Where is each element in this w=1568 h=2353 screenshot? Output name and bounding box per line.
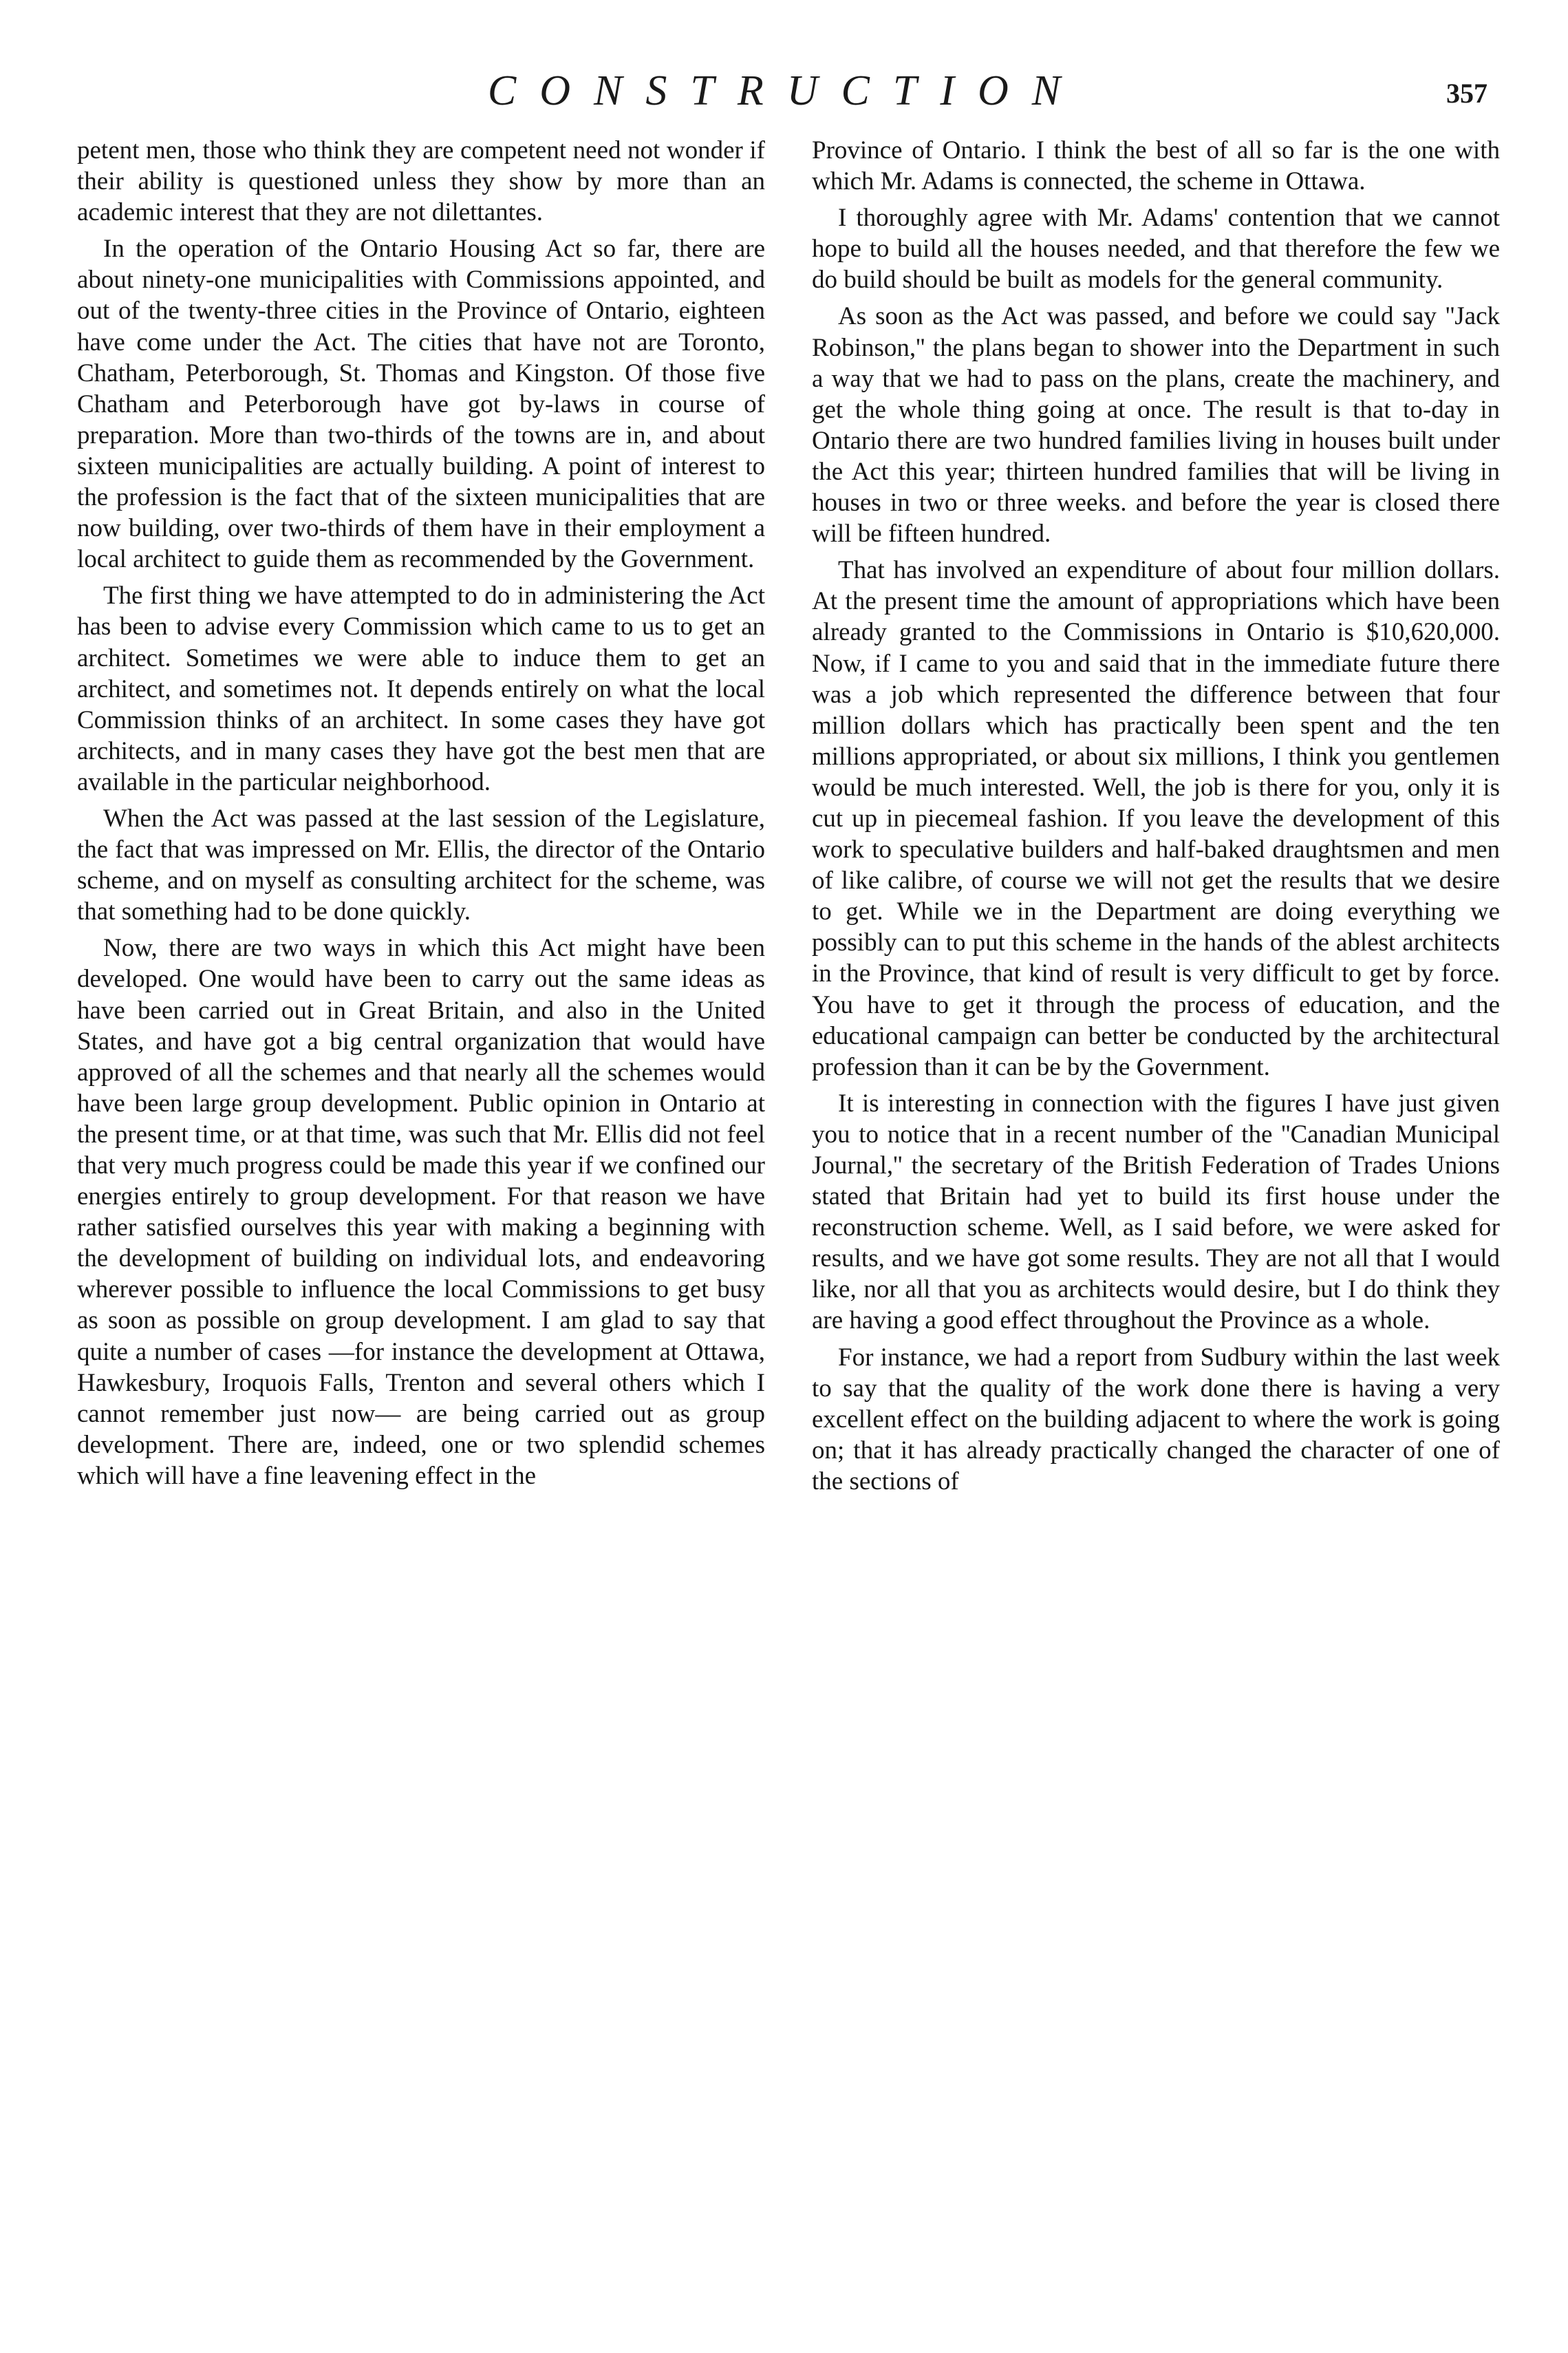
paragraph: In the operation of the Ontario Housing Act so far, there are about ninety-one municipalities with Commissions appointed, and out of the twenty-three cities in the Province of Ontario, eighteen have come under the Act. The cities that have not are Toronto, Chatham, Peterborough, St. Thomas and Kingston. Of those five Chatham and Peterborough have got by-laws in course of preparation. More than two-thirds of the towns are in, and about sixteen municipalities are actually building. A point of interest to the profession is the fact that of the sixteen municipalities that are now building, over two-thirds of them have in their employment a local architect to guide them as recommended by the Government. [77, 235, 765, 574]
paragraph: For instance, we had a report from Sudbury within the last week to say that the quality of the work done there is having a very excellent effect on the building adjacent to where the work is going on; that it has already practically changed the character of one of the sections of [812, 1343, 1500, 1495]
left-column [77, 135, 765, 1491]
right-column [812, 135, 1500, 1497]
paragraph: When the Act was passed at the last session of the Legislature, the fact that was impressed on Mr. Ellis, the director of the Ontario scheme, and on myself as consulting architect for the scheme, was that something had to be done quickly. [77, 804, 765, 926]
paragraph: I thoroughly agree with Mr. Adams' contention that we cannot hope to build all the houses needed, and that therefore the few we do build should be built as models for the general community. [812, 204, 1500, 295]
page-number: 357 [1446, 78, 1488, 109]
paragraph: Now, there are two ways in which this Act might have been developed. One would have been to carry out the same ideas as have been carried out in Great Britain, and also in the United States, and have got a big central organization that would have approved of all the schemes and that nearly all the schemes would have been large group development. Public opinion in Ontario at the present time, or at that time, was such that Mr. Ellis did not feel that very much progress could be made this year if we confined our energies entirely to group development. For that reason we have rather satisfied ourselves this year with making a beginning with the development of building on individual lots, and endeavoring wherever possible to influence the local Commissions to get busy as soon as possible on group development. I am glad to say that quite a number of cases —for instance the development at Ottawa, Hawkesbury, Iroquois Falls, Trenton and several others which I cannot remember just now— are being carried out as group development. There are, indeed, one or two splendid schemes which will have a fine leavening effect in the [77, 934, 765, 1490]
paragraph: It is interesting in connection with the figures I have just given you to notice that in a recent number of the ''Canadian Municipal Journal,'' the secretary of the British Federation of Trades Unions stated that Britain had yet to build its first house under the reconstruction scheme. Well, as I said before, we were asked for results, and we have got some results. They are not all that I would like, nor all that you as architects would desire, but I do think they are having a good effect throughout the Province as a whole. [812, 1089, 1500, 1335]
paragraph: Province of Ontario. I think the best of all so far is the one with which Mr. Adams is connected, the scheme in Ottawa. [812, 136, 1500, 196]
paragraph: That has involved an expenditure of about four million dollars. At the present time the amount of appropriations which have been already granted to the Commissions in Ontario is $10,620,000. Now, if I came to you and said that in the immediate future there was a job which represented the difference between that four million dollars which has practically been spent and the ten millions appropriated, or about six millions, I think you gentlemen would be much interested. Well, the job is there for you, only it is cut up in piecemeal fashion. If you leave the development of this work to speculative builders and half-baked draughtsmen and men of like calibre, of course we will not get the results that we desire to get. While we in the Department are doing everything we possibly can to put this scheme in the hands of the ablest architects in the Province, that kind of result is very difficult to get by force. You have to get it through the process of education, and the educational campaign can better be conducted by the architectural profession than it can be by the Government. [812, 556, 1500, 1081]
journal-title: CONSTRUCTION [487, 67, 1084, 114]
paragraph: The first thing we have attempted to do in administering the Act has been to advise every Commission which came to us to get an architect. Sometimes we were able to induce them to get an architect, and sometimes not. It depends entirely on what the local Commission thinks of an architect. In some cases they have got architects, and in many cases they have got the best men that are available in the particular neighborhood. [77, 582, 765, 796]
page-header [77, 63, 1494, 125]
paragraph: As soon as the Act was passed, and before we could say ''Jack Robinson,'' the plans began to shower into the Department in such a way that we had to pass on the plans, create the machinery, and get the whole thing going at once. The result is that to-day in Ontario there are two hundred families living in houses built under the Act this year; thirteen hundred families that will be living in houses in two or three weeks. and before the year is closed there will be fifteen hundred. [812, 302, 1500, 549]
paragraph: petent men, those who think they are competent need not wonder if their ability is questioned unless they show by more than an academic interest that they are not dilettantes. [77, 136, 765, 227]
